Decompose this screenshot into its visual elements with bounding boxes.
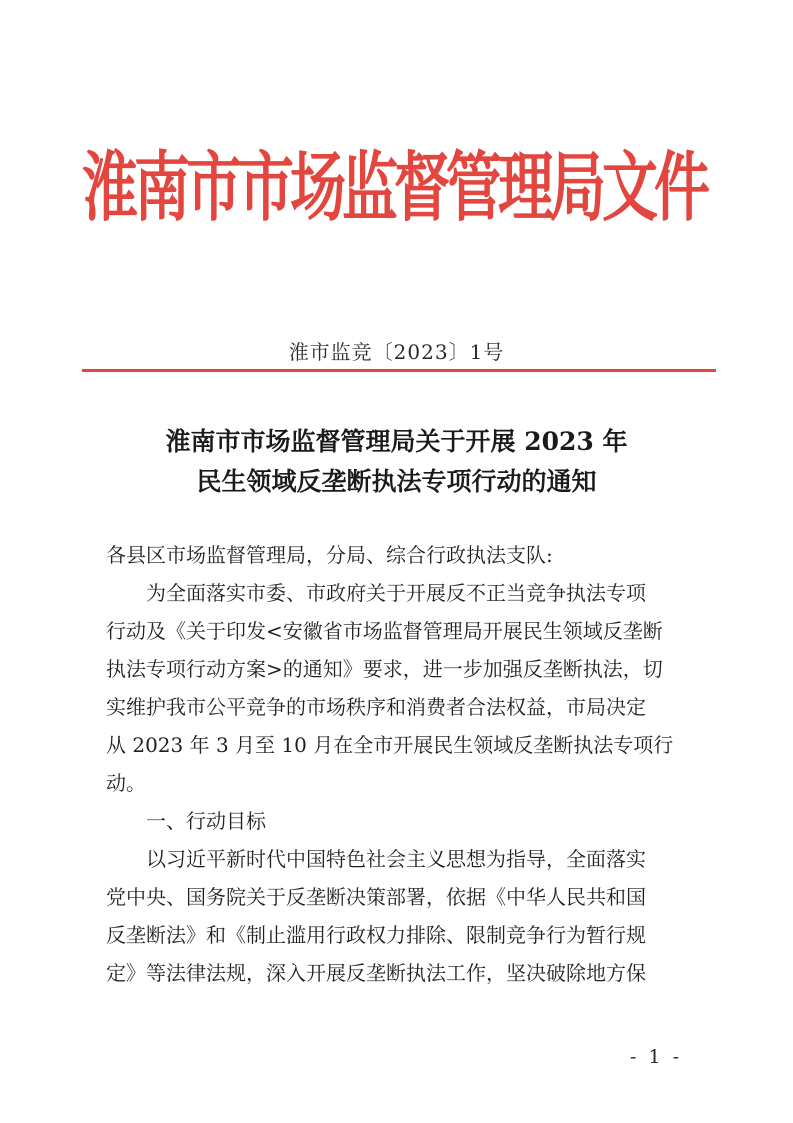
red-divider-line	[82, 369, 716, 372]
paragraph-2-line: 以习近平新时代中国特色社会主义思想为指导，全面落实	[146, 847, 646, 871]
notice-title-line-2: 民生领域反垄断执法专项行动的通知	[196, 467, 597, 496]
page-number: - 1 -	[630, 1046, 683, 1068]
paragraph-1-line: 实维护我市公平竞争的市场秩序和消费者合法权益，市局决定	[106, 695, 646, 719]
paragraph-1-line: 动。	[106, 771, 146, 795]
addressee-line: 各县区市场监督管理局，分局、综合行政执法支队:	[106, 543, 553, 567]
notice-title-line-1: 淮南市市场监督管理局关于开展 2023 年	[165, 427, 628, 456]
section-1-heading: 一、行动目标	[146, 809, 266, 833]
paragraph-1-line: 行动及《关于印发<安徽省市场监督管理局开展民生领域反垄断	[106, 619, 663, 643]
document-header-title: 淮南市市场监督管理局文件	[82, 143, 706, 233]
paragraph-1-line: 执法专项行动方案>的通知》要求，进一步加强反垄断执法，切	[106, 657, 663, 681]
document-number: 淮市监竞〔2023〕1号	[288, 340, 505, 364]
paragraph-1-line: 从 2023 年 3 月至 10 月在全市开展民生领域反垄断执法专项行	[106, 733, 674, 757]
paragraph-2-line: 定》等法律法规，深入开展反垄断执法工作，坚决破除地方保	[106, 961, 646, 985]
paragraph-2-line: 反垄断法》和《制止滥用行政权力排除、限制竞争行为暂行规	[106, 923, 646, 947]
paragraph-2-line: 党中央、国务院关于反垄断决策部署，依据《中华人民共和国	[106, 885, 646, 909]
paragraph-1-line: 为全面落实市委、市政府关于开展反不正当竞争执法专项	[146, 581, 646, 605]
